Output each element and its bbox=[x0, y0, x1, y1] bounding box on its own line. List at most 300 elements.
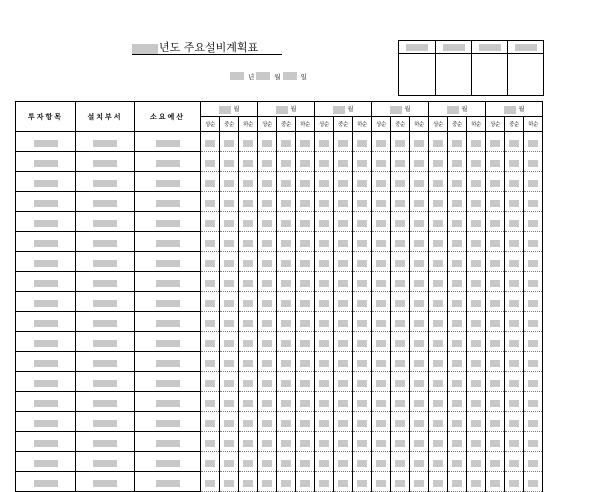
schedule-cell bbox=[524, 172, 543, 192]
table-row bbox=[16, 132, 543, 152]
schedule-cell bbox=[334, 332, 353, 352]
item-placeholder bbox=[93, 220, 117, 227]
schedule-placeholder bbox=[376, 240, 386, 247]
schedule-cell bbox=[524, 132, 543, 152]
schedule-placeholder bbox=[319, 220, 329, 227]
item-cell bbox=[135, 392, 201, 412]
schedule-cell bbox=[429, 372, 448, 392]
schedule-placeholder bbox=[452, 260, 462, 267]
schedule-placeholder bbox=[224, 380, 234, 387]
item-cell bbox=[76, 252, 135, 272]
schedule-placeholder bbox=[509, 420, 519, 427]
schedule-placeholder bbox=[357, 200, 367, 207]
schedule-placeholder bbox=[205, 200, 215, 207]
schedule-cell bbox=[486, 472, 505, 492]
schedule-placeholder bbox=[509, 300, 519, 307]
table-row bbox=[16, 192, 543, 212]
schedule-cell bbox=[258, 192, 277, 212]
schedule-placeholder bbox=[433, 180, 443, 187]
schedule-placeholder bbox=[205, 240, 215, 247]
schedule-placeholder bbox=[224, 280, 234, 287]
schedule-cell bbox=[505, 172, 524, 192]
year-label: 년 bbox=[248, 72, 255, 81]
schedule-cell bbox=[448, 412, 467, 432]
schedule-cell bbox=[505, 412, 524, 432]
item-placeholder bbox=[156, 380, 180, 387]
item-placeholder bbox=[93, 340, 117, 347]
month-header bbox=[372, 102, 429, 117]
schedule-cell bbox=[258, 272, 277, 292]
schedule-cell bbox=[220, 232, 239, 252]
schedule-cell bbox=[391, 232, 410, 252]
schedule-cell bbox=[486, 252, 505, 272]
schedule-placeholder bbox=[205, 180, 215, 187]
schedule-placeholder bbox=[243, 360, 253, 367]
schedule-cell bbox=[505, 472, 524, 492]
schedule-cell bbox=[372, 272, 391, 292]
schedule-cell bbox=[524, 192, 543, 212]
schedule-cell bbox=[258, 352, 277, 372]
schedule-placeholder bbox=[490, 440, 500, 447]
item-cell bbox=[16, 312, 76, 332]
item-placeholder bbox=[34, 200, 58, 207]
item-placeholder bbox=[156, 340, 180, 347]
schedule-placeholder bbox=[262, 200, 272, 207]
item-cell bbox=[76, 372, 135, 392]
schedule-cell bbox=[524, 212, 543, 232]
item-cell bbox=[135, 132, 201, 152]
schedule-cell bbox=[448, 372, 467, 392]
approval-sign-cell bbox=[399, 54, 435, 95]
schedule-cell bbox=[486, 272, 505, 292]
schedule-placeholder bbox=[357, 400, 367, 407]
schedule-cell bbox=[391, 252, 410, 272]
schedule-placeholder bbox=[300, 260, 310, 267]
schedule-placeholder bbox=[300, 140, 310, 147]
schedule-cell bbox=[201, 212, 220, 232]
schedule-placeholder bbox=[205, 280, 215, 287]
schedule-cell bbox=[391, 352, 410, 372]
schedule-placeholder bbox=[319, 380, 329, 387]
schedule-cell bbox=[429, 232, 448, 252]
schedule-cell bbox=[353, 212, 372, 232]
schedule-cell bbox=[334, 252, 353, 272]
item-placeholder bbox=[34, 360, 58, 367]
item-placeholder bbox=[156, 320, 180, 327]
item-cell bbox=[135, 192, 201, 212]
item-placeholder bbox=[34, 380, 58, 387]
schedule-placeholder bbox=[205, 360, 215, 367]
schedule-placeholder bbox=[376, 280, 386, 287]
table-row bbox=[16, 412, 543, 432]
schedule-placeholder bbox=[452, 460, 462, 467]
schedule-placeholder bbox=[300, 360, 310, 367]
schedule-placeholder bbox=[376, 160, 386, 167]
schedule-cell bbox=[486, 412, 505, 432]
item-cell bbox=[16, 192, 76, 212]
schedule-placeholder bbox=[224, 220, 234, 227]
schedule-placeholder bbox=[319, 480, 329, 487]
schedule-placeholder bbox=[414, 340, 424, 347]
month-placeholder bbox=[447, 106, 459, 114]
item-cell bbox=[16, 432, 76, 452]
schedule-cell bbox=[372, 192, 391, 212]
schedule-placeholder bbox=[300, 160, 310, 167]
schedule-cell bbox=[239, 312, 258, 332]
item-placeholder bbox=[93, 460, 117, 467]
column-header-1: 설치부서 bbox=[76, 102, 135, 132]
item-placeholder bbox=[156, 420, 180, 427]
item-placeholder bbox=[156, 260, 180, 267]
schedule-placeholder bbox=[452, 160, 462, 167]
schedule-cell bbox=[220, 332, 239, 352]
schedule-placeholder bbox=[319, 460, 329, 467]
schedule-placeholder bbox=[509, 480, 519, 487]
schedule-cell bbox=[258, 172, 277, 192]
schedule-placeholder bbox=[490, 280, 500, 287]
schedule-cell bbox=[353, 292, 372, 312]
schedule-placeholder bbox=[300, 440, 310, 447]
schedule-placeholder bbox=[433, 420, 443, 427]
schedule-cell bbox=[201, 472, 220, 492]
schedule-cell bbox=[296, 252, 315, 272]
schedule-placeholder bbox=[452, 300, 462, 307]
schedule-cell bbox=[524, 252, 543, 272]
item-placeholder bbox=[34, 240, 58, 247]
schedule-cell bbox=[239, 292, 258, 312]
item-cell bbox=[16, 392, 76, 412]
schedule-cell bbox=[334, 172, 353, 192]
item-placeholder bbox=[156, 200, 180, 207]
schedule-cell bbox=[353, 272, 372, 292]
schedule-placeholder bbox=[490, 380, 500, 387]
schedule-placeholder bbox=[471, 400, 481, 407]
schedule-cell bbox=[372, 372, 391, 392]
schedule-cell bbox=[448, 432, 467, 452]
item-cell bbox=[76, 332, 135, 352]
schedule-cell bbox=[277, 472, 296, 492]
schedule-cell bbox=[505, 252, 524, 272]
schedule-cell bbox=[334, 372, 353, 392]
schedule-placeholder bbox=[509, 200, 519, 207]
schedule-placeholder bbox=[224, 400, 234, 407]
schedule-placeholder bbox=[224, 140, 234, 147]
item-placeholder bbox=[34, 480, 58, 487]
schedule-placeholder bbox=[452, 360, 462, 367]
schedule-cell bbox=[201, 152, 220, 172]
period-header: 상순 bbox=[258, 117, 277, 132]
schedule-cell bbox=[277, 412, 296, 432]
schedule-placeholder bbox=[471, 160, 481, 167]
schedule-cell bbox=[467, 232, 486, 252]
schedule-placeholder bbox=[433, 280, 443, 287]
schedule-placeholder bbox=[205, 420, 215, 427]
schedule-placeholder bbox=[243, 220, 253, 227]
schedule-placeholder bbox=[414, 440, 424, 447]
schedule-cell bbox=[467, 212, 486, 232]
schedule-cell bbox=[448, 472, 467, 492]
schedule-placeholder bbox=[243, 460, 253, 467]
schedule-placeholder bbox=[433, 460, 443, 467]
schedule-placeholder bbox=[205, 160, 215, 167]
item-cell bbox=[16, 372, 76, 392]
schedule-cell bbox=[391, 212, 410, 232]
item-cell bbox=[135, 292, 201, 312]
schedule-placeholder bbox=[281, 460, 291, 467]
schedule-cell bbox=[486, 192, 505, 212]
schedule-cell bbox=[220, 152, 239, 172]
schedule-placeholder bbox=[319, 340, 329, 347]
item-cell bbox=[16, 172, 76, 192]
schedule-cell bbox=[353, 392, 372, 412]
table-row bbox=[16, 432, 543, 452]
period-header: 상순 bbox=[372, 117, 391, 132]
schedule-placeholder bbox=[395, 320, 405, 327]
schedule-placeholder bbox=[528, 160, 538, 167]
schedule-cell bbox=[486, 152, 505, 172]
schedule-placeholder bbox=[452, 280, 462, 287]
schedule-cell bbox=[258, 312, 277, 332]
schedule-cell bbox=[505, 432, 524, 452]
schedule-cell bbox=[315, 132, 334, 152]
approval-title-placeholder bbox=[515, 44, 537, 51]
schedule-cell bbox=[467, 312, 486, 332]
period-header: 중순 bbox=[391, 117, 410, 132]
schedule-cell bbox=[410, 212, 429, 232]
schedule-placeholder bbox=[395, 240, 405, 247]
schedule-cell bbox=[410, 412, 429, 432]
schedule-cell bbox=[372, 472, 391, 492]
item-cell bbox=[135, 252, 201, 272]
schedule-placeholder bbox=[319, 360, 329, 367]
schedule-cell bbox=[220, 472, 239, 492]
schedule-cell bbox=[486, 312, 505, 332]
period-header: 하순 bbox=[296, 117, 315, 132]
schedule-cell bbox=[410, 312, 429, 332]
item-cell bbox=[16, 412, 76, 432]
item-placeholder bbox=[156, 180, 180, 187]
schedule-cell bbox=[277, 172, 296, 192]
schedule-placeholder bbox=[528, 480, 538, 487]
item-placeholder bbox=[156, 460, 180, 467]
item-placeholder bbox=[156, 160, 180, 167]
schedule-placeholder bbox=[490, 200, 500, 207]
item-cell bbox=[16, 252, 76, 272]
schedule-cell bbox=[486, 392, 505, 412]
schedule-cell bbox=[220, 252, 239, 272]
schedule-cell bbox=[353, 132, 372, 152]
schedule-placeholder bbox=[262, 440, 272, 447]
schedule-placeholder bbox=[300, 340, 310, 347]
schedule-placeholder bbox=[414, 420, 424, 427]
item-cell bbox=[16, 232, 76, 252]
item-cell bbox=[135, 432, 201, 452]
schedule-cell bbox=[524, 412, 543, 432]
schedule-placeholder bbox=[224, 240, 234, 247]
schedule-cell bbox=[410, 272, 429, 292]
schedule-cell bbox=[239, 232, 258, 252]
schedule-cell bbox=[277, 392, 296, 412]
schedule-cell bbox=[277, 372, 296, 392]
schedule-cell bbox=[505, 232, 524, 252]
schedule-cell bbox=[296, 392, 315, 412]
table-row bbox=[16, 292, 543, 312]
schedule-cell bbox=[505, 272, 524, 292]
approval-title-cell bbox=[399, 41, 435, 54]
item-cell bbox=[16, 472, 76, 492]
month-header bbox=[486, 102, 543, 117]
schedule-cell bbox=[448, 212, 467, 232]
schedule-cell bbox=[296, 432, 315, 452]
schedule-placeholder bbox=[281, 240, 291, 247]
schedule-cell bbox=[410, 132, 429, 152]
schedule-cell bbox=[239, 272, 258, 292]
schedule-placeholder bbox=[490, 260, 500, 267]
schedule-placeholder bbox=[376, 220, 386, 227]
schedule-placeholder bbox=[243, 140, 253, 147]
schedule-placeholder bbox=[357, 160, 367, 167]
schedule-cell bbox=[410, 472, 429, 492]
table-row bbox=[16, 212, 543, 232]
period-header: 하순 bbox=[353, 117, 372, 132]
schedule-cell bbox=[334, 232, 353, 252]
schedule-placeholder bbox=[471, 260, 481, 267]
schedule-cell bbox=[486, 172, 505, 192]
schedule-placeholder bbox=[471, 140, 481, 147]
approval-box bbox=[398, 40, 544, 96]
schedule-cell bbox=[448, 332, 467, 352]
schedule-cell bbox=[391, 412, 410, 432]
item-cell bbox=[76, 132, 135, 152]
schedule-cell bbox=[429, 212, 448, 232]
schedule-placeholder bbox=[205, 260, 215, 267]
schedule-cell bbox=[410, 352, 429, 372]
schedule-placeholder bbox=[376, 140, 386, 147]
schedule-cell bbox=[429, 172, 448, 192]
month-label: 월 bbox=[233, 106, 240, 114]
schedule-cell bbox=[391, 392, 410, 412]
item-cell bbox=[135, 352, 201, 372]
schedule-cell bbox=[505, 392, 524, 412]
schedule-placeholder bbox=[471, 320, 481, 327]
schedule-placeholder bbox=[281, 360, 291, 367]
schedule-placeholder bbox=[281, 420, 291, 427]
item-placeholder bbox=[34, 440, 58, 447]
schedule-cell bbox=[353, 232, 372, 252]
schedule-cell bbox=[239, 212, 258, 232]
schedule-cell bbox=[353, 172, 372, 192]
schedule-placeholder bbox=[490, 240, 500, 247]
item-cell bbox=[135, 212, 201, 232]
schedule-placeholder bbox=[224, 480, 234, 487]
schedule-placeholder bbox=[338, 180, 348, 187]
schedule-placeholder bbox=[243, 380, 253, 387]
schedule-cell bbox=[429, 252, 448, 272]
schedule-placeholder bbox=[262, 180, 272, 187]
schedule-placeholder bbox=[528, 180, 538, 187]
schedule-cell bbox=[296, 272, 315, 292]
month-placeholder bbox=[390, 106, 402, 114]
schedule-placeholder bbox=[243, 200, 253, 207]
period-header: 하순 bbox=[239, 117, 258, 132]
schedule-placeholder bbox=[243, 340, 253, 347]
schedule-cell bbox=[448, 152, 467, 172]
item-placeholder bbox=[93, 160, 117, 167]
schedule-cell bbox=[201, 192, 220, 212]
schedule-cell bbox=[277, 312, 296, 332]
schedule-placeholder bbox=[338, 140, 348, 147]
schedule-placeholder bbox=[433, 440, 443, 447]
schedule-cell bbox=[391, 292, 410, 312]
schedule-cell bbox=[220, 272, 239, 292]
item-placeholder bbox=[93, 280, 117, 287]
schedule-cell bbox=[429, 412, 448, 432]
table-row bbox=[16, 252, 543, 272]
table-row bbox=[16, 312, 543, 332]
month-label: 월 bbox=[518, 106, 525, 114]
schedule-placeholder bbox=[452, 440, 462, 447]
schedule-placeholder bbox=[433, 220, 443, 227]
schedule-placeholder bbox=[243, 320, 253, 327]
schedule-cell bbox=[429, 132, 448, 152]
schedule-cell bbox=[429, 312, 448, 332]
schedule-cell bbox=[239, 412, 258, 432]
schedule-placeholder bbox=[395, 360, 405, 367]
schedule-placeholder bbox=[414, 200, 424, 207]
schedule-placeholder bbox=[224, 460, 234, 467]
schedule-placeholder bbox=[490, 300, 500, 307]
schedule-placeholder bbox=[471, 340, 481, 347]
item-cell bbox=[135, 372, 201, 392]
schedule-placeholder bbox=[433, 260, 443, 267]
month-header bbox=[201, 102, 258, 117]
schedule-cell bbox=[372, 432, 391, 452]
item-placeholder bbox=[156, 300, 180, 307]
schedule-placeholder bbox=[414, 220, 424, 227]
schedule-placeholder bbox=[414, 300, 424, 307]
schedule-cell bbox=[467, 412, 486, 432]
table-row bbox=[16, 172, 543, 192]
document-title bbox=[132, 40, 258, 54]
schedule-cell bbox=[296, 412, 315, 432]
item-cell bbox=[135, 272, 201, 292]
schedule-cell bbox=[277, 352, 296, 372]
schedule-placeholder bbox=[452, 320, 462, 327]
schedule-cell bbox=[372, 312, 391, 332]
schedule-placeholder bbox=[471, 240, 481, 247]
item-placeholder bbox=[156, 240, 180, 247]
schedule-cell bbox=[220, 412, 239, 432]
schedule-placeholder bbox=[414, 260, 424, 267]
schedule-placeholder bbox=[528, 320, 538, 327]
schedule-placeholder bbox=[319, 260, 329, 267]
schedule-cell bbox=[467, 352, 486, 372]
period-header: 하순 bbox=[524, 117, 543, 132]
schedule-cell bbox=[486, 212, 505, 232]
schedule-cell bbox=[277, 212, 296, 232]
month-label: 월 bbox=[290, 106, 297, 114]
schedule-placeholder bbox=[376, 440, 386, 447]
table-row bbox=[16, 232, 543, 252]
schedule-cell bbox=[315, 412, 334, 432]
schedule-cell bbox=[391, 432, 410, 452]
schedule-cell bbox=[524, 232, 543, 252]
schedule-cell bbox=[391, 272, 410, 292]
schedule-placeholder bbox=[509, 360, 519, 367]
schedule-cell bbox=[220, 372, 239, 392]
schedule-cell bbox=[315, 352, 334, 372]
schedule-placeholder bbox=[452, 340, 462, 347]
